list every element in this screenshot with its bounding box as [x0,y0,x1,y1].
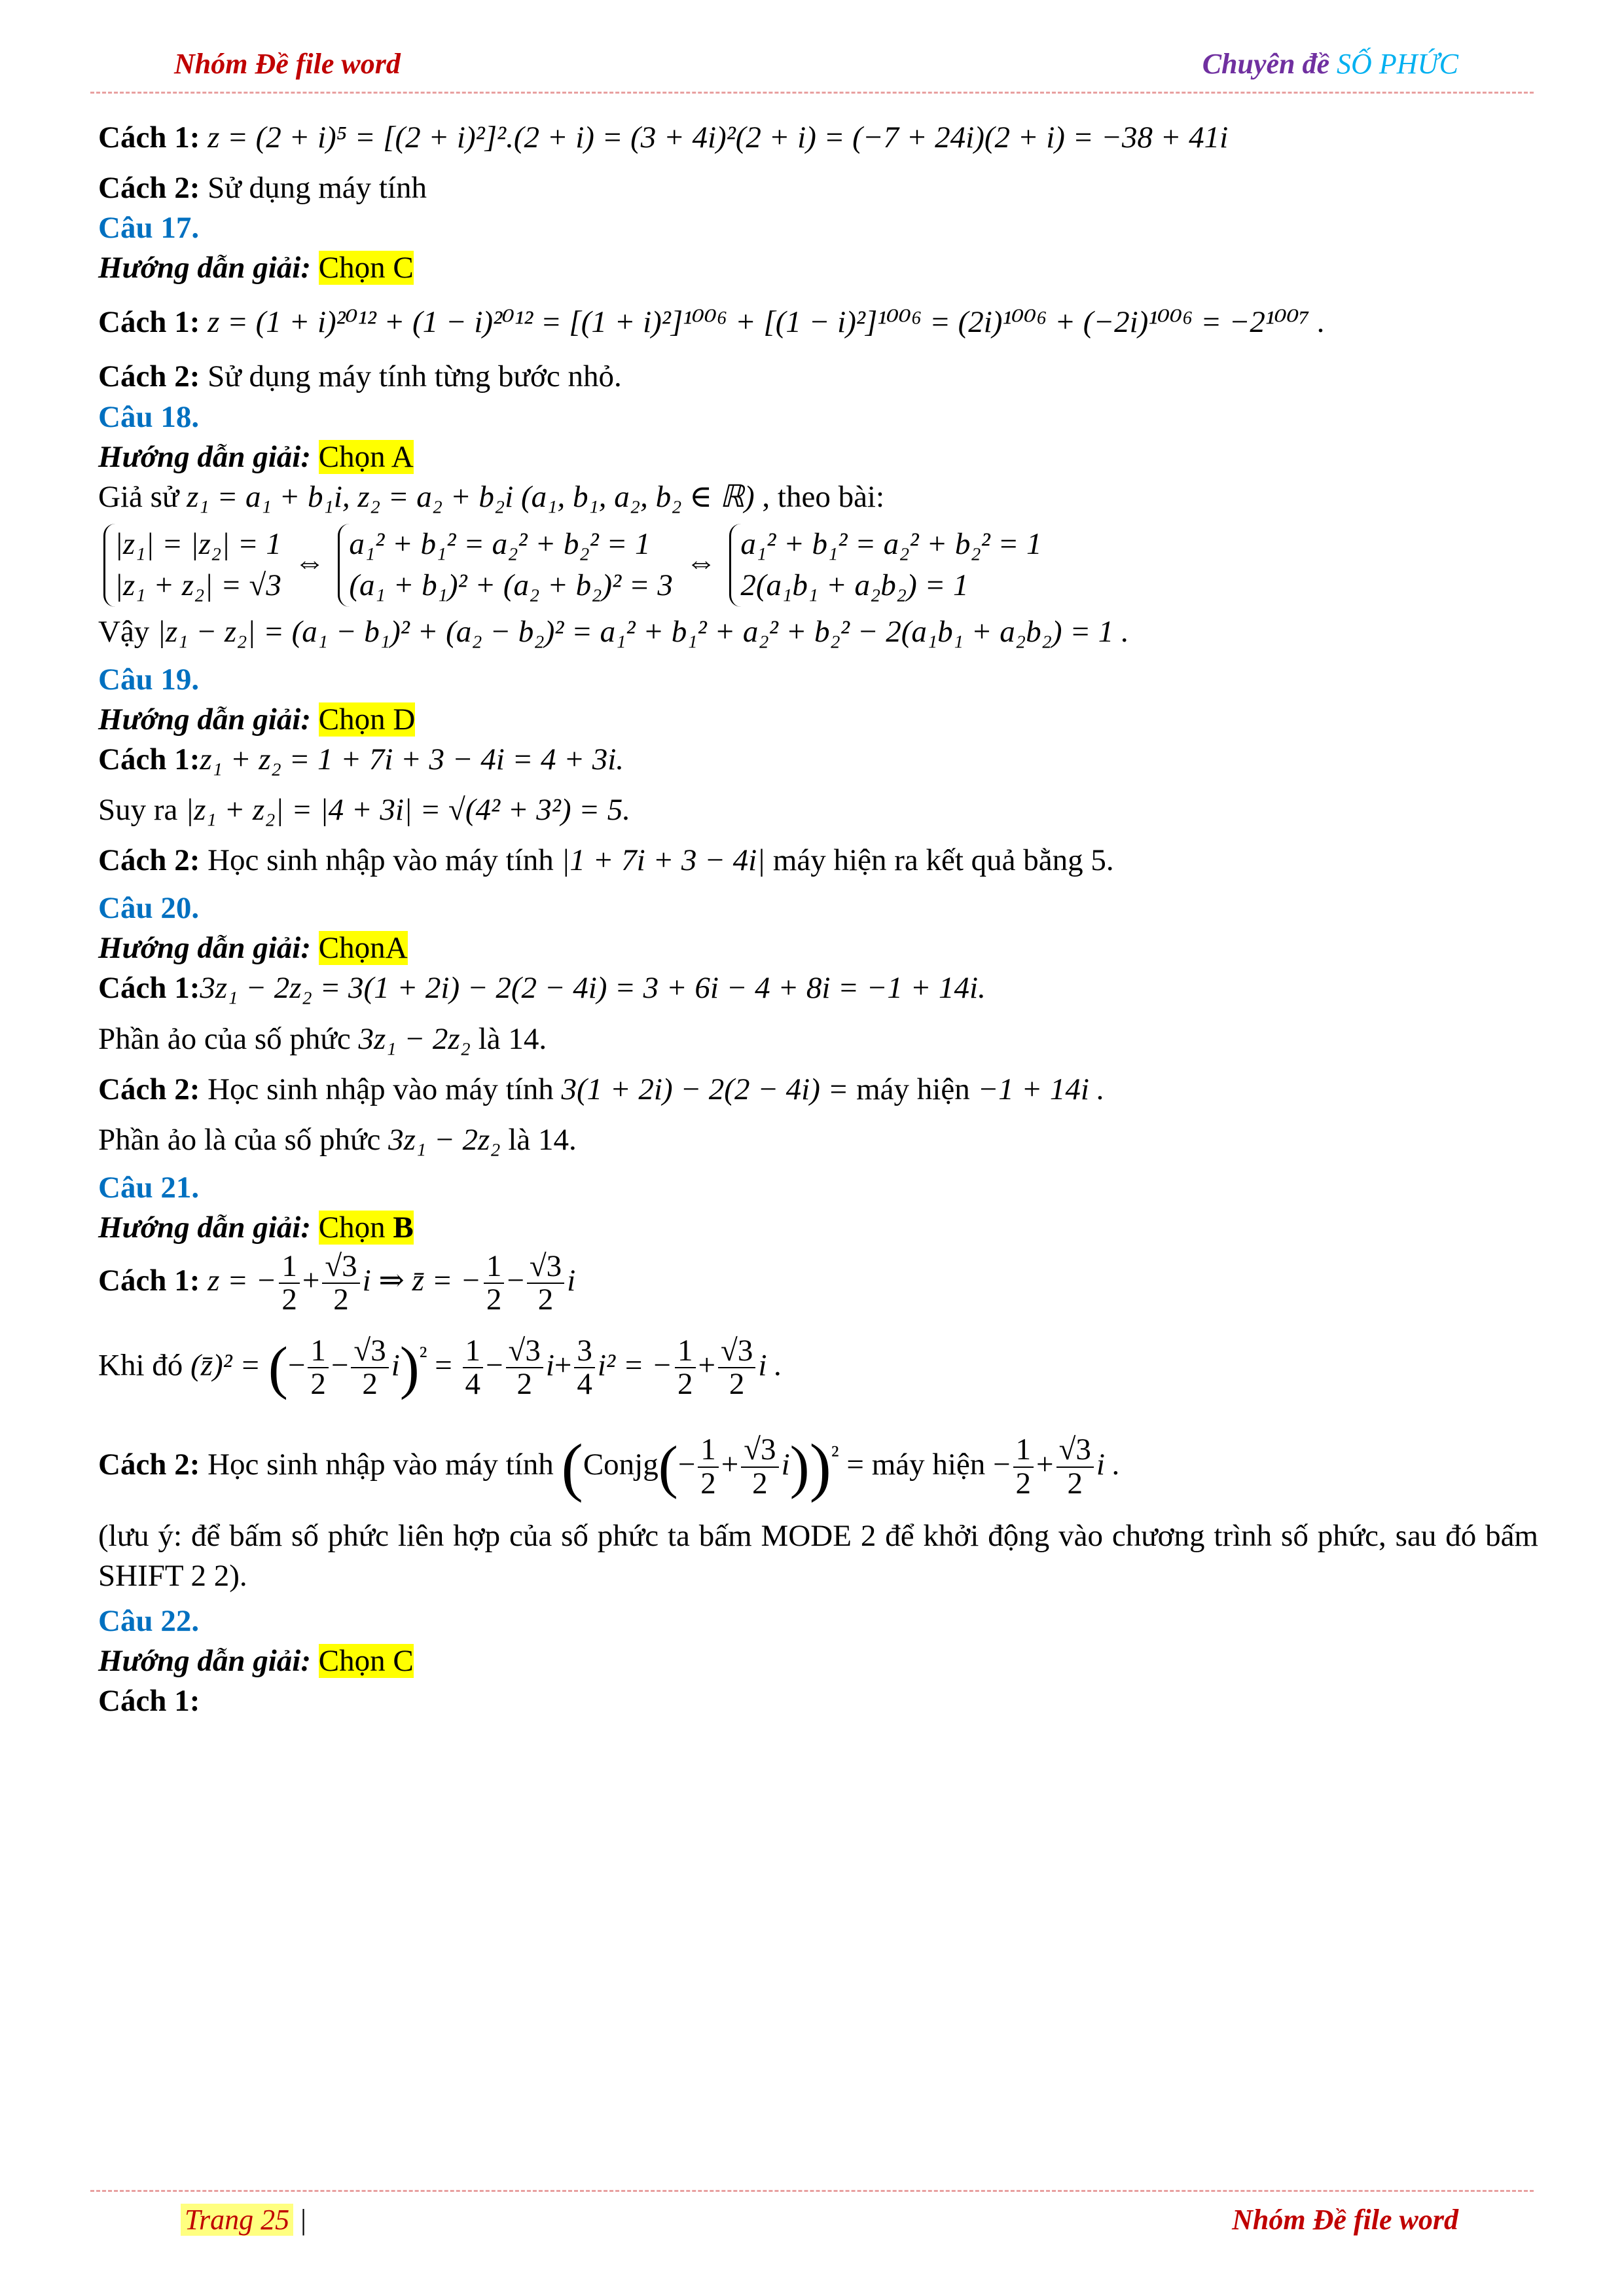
q21-c2: Cách 2: Học sinh nhập vào máy tính (Conjg(− $\frac{1}{2}$ + $\frac{√3}{2}$ i))$^{^2}$ = máy hiện − $\frac{1}{2}$ + $\frac{√3}{2}$ i . [98,1430,1121,1503]
header-prefix: Chuyên đề [1202,48,1337,80]
frac: $\frac{1}{2}$ [698,1434,719,1500]
footer-page: Trang 25 | [181,2203,306,2236]
q19-guide: Hướng dẫn giải: Chọn D [98,702,416,737]
q18-system-3: a₁² + b₁² = a₂² + b₂² = 1 2(a₁b₁ + a₂b₂) = 1 [729,524,1041,607]
header-rule [90,92,1534,94]
q17-title: Câu 17. [98,211,200,246]
frac: $\frac{3}{4}$ [574,1335,595,1401]
q20-c2: Cách 2: Học sinh nhập vào máy tính 3(1 + 2i) − 2(2 − 4i) = máy hiện −1 + 14i . [98,1072,1105,1106]
footer-rule [90,2190,1534,2192]
frac: $\frac{√3}{2}$ [527,1250,564,1317]
header-left: Nhóm Đề file word [174,48,401,80]
page-content [98,105,1538,1721]
frac: $\frac{√3}{2}$ [741,1434,778,1500]
q18-system-2: a₁² + b₁² = a₂² + b₂² = 1 (a₁ + b₁)² + (a₂ + b₂)² = 3 [338,524,673,607]
header-right [1202,47,1458,81]
frac: $\frac{1}{2}$ [308,1335,329,1401]
q18-guide: Hướng dẫn giải: Chọn A [98,439,414,474]
frac: $\frac{1}{4}$ [463,1335,484,1401]
q20-line2: Phần ảo của số phức 3z₁ − 2z₂ là 14. [98,1021,547,1056]
q21-title: Câu 21. [98,1170,200,1205]
frac: $\frac{√3}{2}$ [718,1335,755,1401]
header-topic: SỐ PHỨC [1337,48,1458,80]
q20-title: Câu 20. [98,891,200,926]
q17-guide: Hướng dẫn giải: Chọn C [98,251,414,285]
q18-intro: Giả sử z₁ = a₁ + b₁i, z₂ = a₂ + b₂i (a₁, b₁, a₂, b₂ ∈ ℝ) , theo bài: [98,479,885,514]
q18-system-1: |z₁| = |z₂| = 1 |z₁ + z₂| = √3 [103,524,281,607]
q18-conclusion: Vậy |z₁ − z₂| = (a₁ − b₁)² + (a₂ − b₂)² = a₁² + b₁² + a₂² + b₂² − 2(a₁b₁ + a₂b₂) = 1 . [98,614,1129,649]
q22-choice: Chọn C [318,1644,414,1678]
q21-khido: Khi đó (z̄)² = (− $\frac{1}{2}$ − $\frac{√3}{2}$ i)$^{^2}$ = $\frac{1}{4}$ − $\frac{√3}{2}$ i+ $\frac{3}{4}$ i² = − $\frac{1}{2}$ + $\frac{√3}{2}$ i . [98,1333,782,1402]
q18-choice: Chọn A [318,439,414,474]
q19-c1: Cách 1:z₁ + z₂ = 1 + 7i + 3 − 4i = 4 + 3i. [98,742,624,776]
q16-c2: Cách 2: Sử dụng máy tính [98,171,427,206]
frac: $\frac{1}{2}$ [675,1335,696,1401]
q17-c1: Cách 1: z = (1 + i)²⁰¹² + (1 − i)²⁰¹² = [(1 + i)²]¹⁰⁰⁶ + [(1 − i)²]¹⁰⁰⁶ = (2i)¹⁰⁰⁶ + (−2i)¹⁰⁰⁶ = −2¹⁰⁰⁷ . [98,305,1326,340]
q18-systems: |z₁| = |z₂| = 1 |z₁ + z₂| = √3 ⇔ a₁² + b₁² = a₂² + b₂² = 1 (a₁ + b₁)² + (a₂ + b₂)² = 3 ⇔ a₁² + b₁² = a₂² + b₂² = 1 2(a₁b₁ + a₂b₂) = 1 [98,524,1538,607]
q18-title: Câu 18. [98,399,200,434]
q17-c2: Cách 2: Sử dụng máy tính từng bước nhỏ. [98,359,622,394]
q22-guide: Hướng dẫn giải: Chọn C [98,1644,414,1678]
q22-c1: Cách 1: [98,1684,200,1719]
frac: $\frac{1}{2}$ [484,1250,505,1317]
frac: $\frac{1}{2}$ [1013,1434,1034,1500]
q17-choice: Chọn C [318,251,414,285]
q21-choice: Chọn B [318,1210,414,1245]
q20-choice: ChọnA [318,931,408,966]
frac: $\frac{1}{2}$ [279,1250,300,1317]
q22-title: Câu 22. [98,1603,200,1638]
q20-guide: Hướng dẫn giải: ChọnA [98,931,408,966]
frac: $\frac{√3}{2}$ [506,1335,543,1401]
frac: $\frac{√3}{2}$ [1056,1434,1094,1500]
q21-guide: Hướng dẫn giải: Chọn B [98,1210,414,1245]
q20-c1: Cách 1:3z₁ − 2z₂ = 3(1 + 2i) − 2(2 − 4i) = 3 + 6i − 4 + 8i = −1 + 14i. [98,971,986,1006]
q19-title: Câu 19. [98,662,200,697]
frac: $\frac{√3}{2}$ [322,1250,359,1317]
frac: $\frac{√3}{2}$ [351,1335,388,1401]
q21-c1: Cách 1: z = − $\frac{1}{2}$ + $\frac{√3}{2}$ i ⇒ z̄ = − $\frac{1}{2}$ − $\frac{√3}{2}$ i [98,1249,576,1317]
q21-note: (lưu ý: để bấm số phức liên hợp của số phức ta bấm MODE 2 để khởi động vào chương trình số phức, sau đó bấm SHIFT 2 2). [98,1518,1538,1593]
q16-c1: Cách 1: z = (2 + i)⁵ = [(2 + i)²]².(2 + i) = (3 + 4i)²(2 + i) = (−7 + 24i)(2 + i) = −38 + 41i [98,120,1229,155]
q19-c2: Cách 2: Học sinh nhập vào máy tính |1 + 7i + 3 − 4i| máy hiện ra kết quả bằng 5. [98,843,1114,878]
q19-choice: Chọn D [318,702,416,737]
q19-line2: Suy ra |z₁ + z₂| = |4 + 3i| = √(4² + 3²) = 5. [98,793,630,828]
footer-brand: Nhóm Đề file word [1232,2204,1458,2236]
q20-line4: Phần ảo là của số phức 3z₁ − 2z₂ là 14. [98,1122,577,1157]
